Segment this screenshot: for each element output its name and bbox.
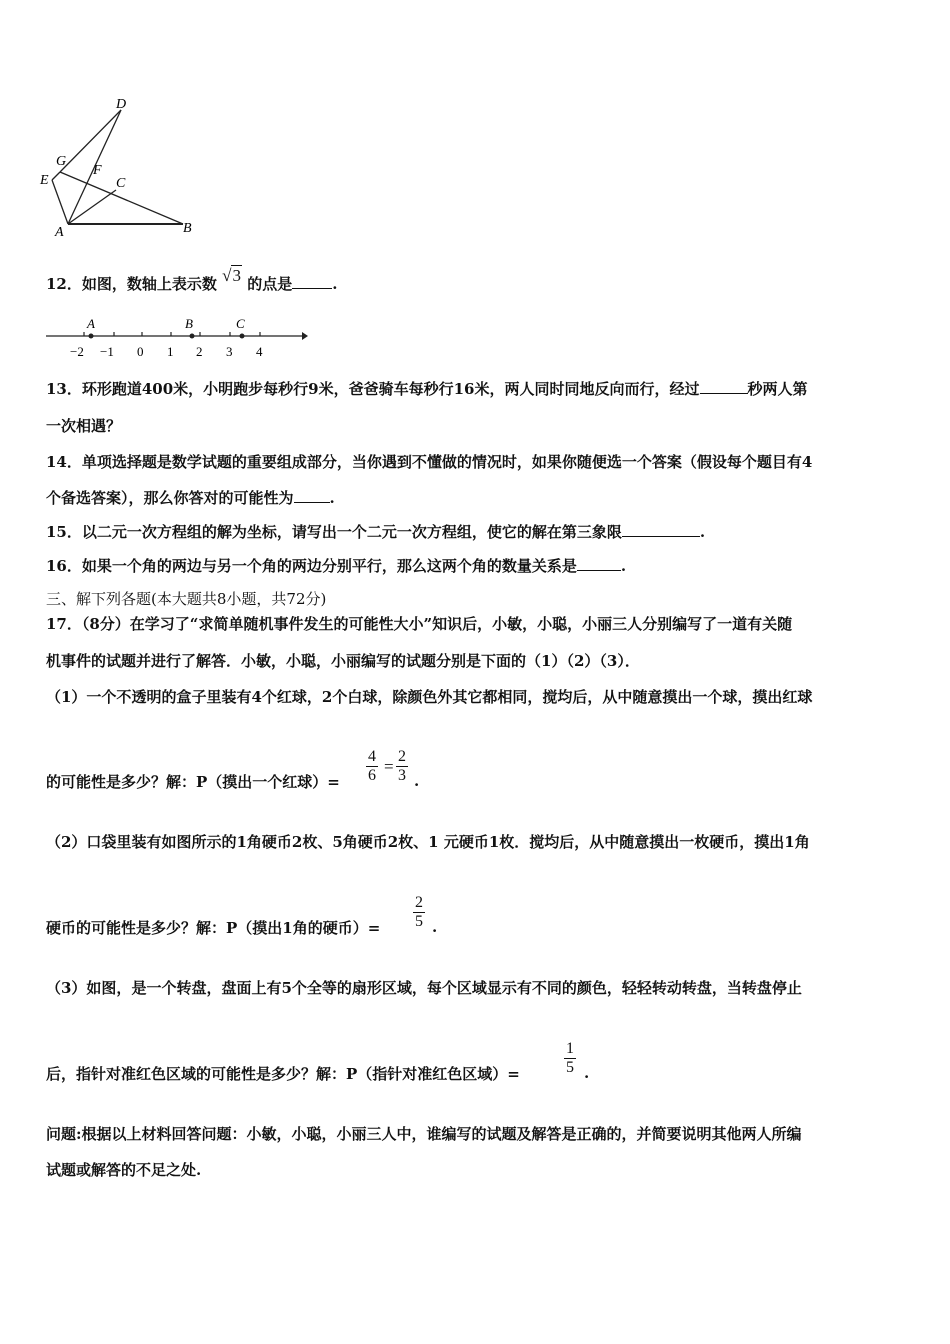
part-3-line1: （3）如图，是一个转盘，盘面上有5个全等的扇形区域，每个区域显示有不同的颜色，轻轻转动转盘，当转盘停止 [46,979,802,997]
point-a-label: A [87,316,95,331]
tick-label: −1 [100,344,114,359]
label-c: C [116,176,126,191]
fraction-1-5: $\frac{1}{5}$ [566,1040,574,1076]
fraction-2-3: $\frac{2}{3}$ [398,748,406,784]
fraction-2-5: $\frac{2}{5}$ [415,894,423,930]
question-14-line1: 14．单项选择题是数学试题的重要组成部分，当你遇到不懂做的情况时，如果你随便选一个答案（假设每个题目有4 [46,453,813,471]
tick-label: 2 [196,344,203,359]
part-2-line1: （2）口袋里装有如图所示的1角硬币2枚、5角硬币2枚、1 元硬币1枚．搅均后，从中随意摸出一枚硬币，摸出1角 [46,833,810,851]
answer-blank [622,522,700,537]
part-1-line2: 的可能性是多少？解：P（摸出一个红球）= [46,773,340,791]
label-b: B [183,221,192,236]
fraction-4-6: $\frac{4}{6}$ [368,748,376,784]
answer-blank [294,488,330,503]
part-2-line2: 硬币的可能性是多少？解：P（摸出1角的硬币）= [46,919,381,937]
sqrt-expression: √3 [222,266,241,285]
answer-blank [292,274,332,289]
tick-label: 1 [167,344,174,359]
question-13-line2: 一次相遇？ [46,417,122,435]
tick-label: 4 [256,344,263,359]
period: . [432,918,438,936]
part-3-line2: 后，指针对准红色区域的可能性是多少？解：P（指针对准红色区域）= [46,1065,520,1083]
section-3-title: 三、解下列各题(本大题共8小题，共72分) [46,590,327,608]
label-d: D [116,97,127,112]
label-f: F [93,163,102,178]
tick-label: 0 [137,344,144,359]
label-e: E [40,173,49,188]
label-a: A [55,225,64,240]
answer-blank [577,556,621,571]
question-15: 15．以二元一次方程组的解为坐标，请写出一个二元一次方程组，使它的解在第三象限 . [46,523,706,541]
question-prompt-line1: 问题:根据以上材料回答问题：小敏，小聪，小丽三人中，谁编写的试题及解答是正确的，并简要说明其他两人所编 [46,1125,802,1143]
question-17-line2: 机事件的试题并进行了解答．小敏，小聪，小丽编写的试题分别是下面的（1）（2）（3）． [46,652,640,670]
triangle-figure [38,92,208,242]
question-12: 12．如图，数轴上表示数 √3 的点是 . [46,266,338,293]
label-g: G [56,154,67,169]
tick-label: 3 [226,344,233,359]
period: . [584,1064,590,1082]
question-16: 16．如果一个角的两边与另一个角的两边分别平行，那么这两个角的数量关系是 . [46,557,627,575]
question-17-line1: 17．（8分）在学习了“求简单随机事件发生的可能性大小”知识后，小敏，小聪，小丽三人分别编写了一道有关随 [46,615,793,633]
tick-label: −2 [70,344,84,359]
equals-sign: = [384,757,394,776]
part-1-line1: （1）一个不透明的盒子里装有4个红球，2个白球，除颜色外其它都相同，搅均后，从中随意摸出一个球，摸出红球 [46,688,813,706]
question-13-line1: 13．环形跑道400米，小明跑步每秒行9米，爸爸骑车每秒行16米，两人同时同地反向而行，经过 秒两人第 [46,380,808,398]
number-line [40,312,310,364]
question-14-line2: 个备选答案），那么你答对的可能性为 . [46,489,335,507]
point-b-label: B [185,316,193,331]
answer-blank [700,379,748,394]
question-prompt-line2: 试题或解答的不足之处. [46,1161,202,1179]
period: . [414,772,420,790]
point-c-label: C [236,316,245,331]
